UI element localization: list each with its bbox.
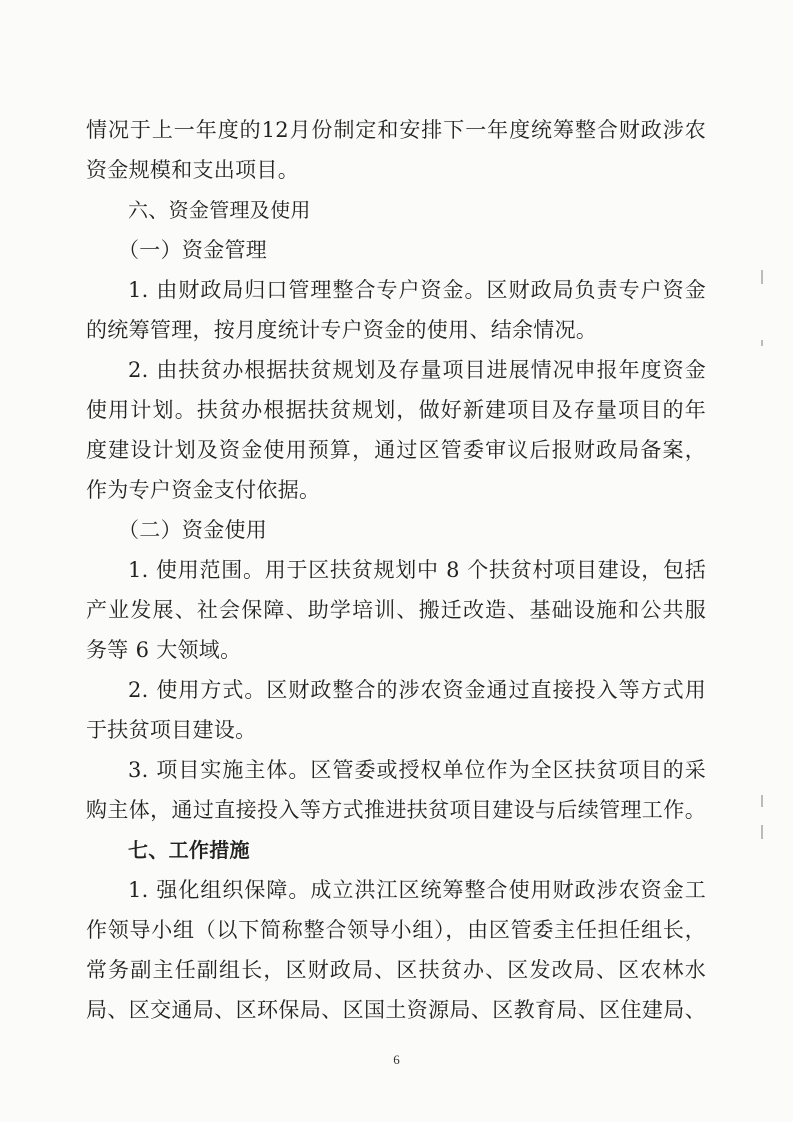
paragraph-line: 局、区交通局、区环保局、区国土资源局、区教育局、区住建局、 — [86, 998, 706, 1022]
paragraph-line: 的统筹管理，按月度统计专户资金的使用、结余情况。 — [86, 318, 598, 342]
paragraph-line: 3. 项目实施主体。区管委或授权单位作为全区扶贫项目的采 — [128, 758, 706, 782]
scan-artifact — [761, 270, 763, 284]
scan-artifact — [761, 795, 763, 807]
paragraph-line: 资金规模和支出项目。 — [86, 158, 299, 182]
paragraph-line: 2. 由扶贫办根据扶贫规划及存量项目进展情况申报年度资金 — [128, 358, 706, 382]
paragraph-line: 1. 强化组织保障。成立洪江区统筹整合使用财政涉农资金工 — [128, 878, 706, 902]
paragraph-line: 情况于上一年度的12月份制定和安排下一年度统筹整合财政涉农 — [86, 118, 706, 142]
scan-artifact — [761, 340, 763, 346]
subsection-heading: （二）资金使用 — [118, 518, 268, 542]
paragraph-line: 1. 由财政局归口管理整合专户资金。区财政局负责专户资金 — [128, 278, 706, 302]
scan-artifact — [761, 825, 763, 839]
paragraph-line: 常务副主任副组长，区财政局、区扶贫办、区发改局、区农林水 — [86, 958, 706, 982]
paragraph-line: 产业发展、社会保障、助学培训、搬迁改造、基础设施和公共服 — [86, 598, 706, 622]
paragraph-line: 1. 使用范围。用于区扶贫规划中 8 个扶贫村项目建设，包括 — [128, 558, 706, 582]
paragraph-line: 于扶贫项目建设。 — [86, 718, 257, 742]
section-heading: 七、工作措施 — [128, 838, 250, 862]
paragraph-line: 购主体，通过直接投入等方式推进扶贫项目建设与后续管理工作。 — [86, 798, 706, 822]
paragraph-line: 度建设计划及资金使用预算，通过区管委审议后报财政局备案， — [86, 438, 706, 462]
paragraph-line: 作为专户资金支付依据。 — [86, 478, 321, 502]
subsection-heading: （一）资金管理 — [118, 238, 268, 262]
page-number: 6 — [393, 1052, 400, 1067]
paragraph-line: 2. 使用方式。区财政整合的涉农资金通过直接投入等方式用 — [128, 678, 706, 702]
paragraph-line: 务等 6 大领域。 — [86, 638, 242, 662]
paragraph-line: 使用计划。扶贫办根据扶贫规划，做好新建项目及存量项目的年 — [86, 398, 706, 422]
paragraph-line: 作领导小组（以下简称整合领导小组），由区管委主任担任组长， — [86, 918, 706, 942]
section-heading: 六、资金管理及使用 — [128, 198, 311, 222]
